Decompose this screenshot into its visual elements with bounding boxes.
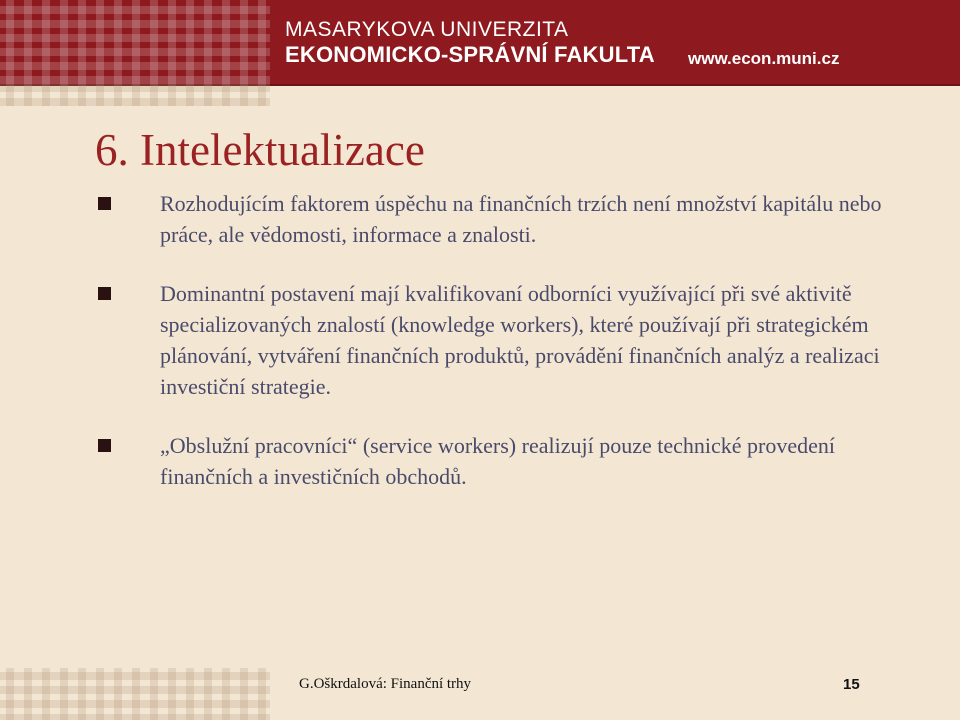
bullet-list bbox=[98, 188, 918, 492]
decorative-pattern-bottom bbox=[0, 668, 270, 720]
decorative-pattern-top bbox=[0, 84, 270, 106]
square-bullet-icon bbox=[98, 197, 111, 210]
square-bullet-icon bbox=[98, 439, 111, 452]
footer-author: G.Oškrdalová: Finanční trhy bbox=[299, 676, 472, 692]
bullet-item bbox=[98, 278, 918, 402]
page-number: 15 bbox=[843, 676, 860, 693]
bullet-text: „Obslužní pracovníci“ (service workers) realizují pouze technické provedení finančních a investičních obchodů. bbox=[160, 433, 835, 489]
website-link[interactable]: www.econ.muni.cz bbox=[688, 49, 840, 68]
bullet-item bbox=[98, 430, 918, 492]
faculty-name: EKONOMICKO-SPRÁVNÍ FAKULTA bbox=[285, 42, 655, 67]
header-bar bbox=[0, 0, 960, 86]
slide-title: 6. Intelektualizace bbox=[95, 125, 425, 175]
square-bullet-icon bbox=[98, 287, 111, 300]
bullet-text: Dominantní postavení mají kvalifikovaní odborníci využívající při své aktivitě specializovaných znalostí (knowledge workers), které používají při strategickém plánování, vytváření finančních produktů, provádění finančních analýz a realizaci investiční strategie. bbox=[160, 281, 880, 399]
header-pattern bbox=[0, 0, 270, 84]
bullet-item bbox=[98, 188, 918, 250]
university-name: MASARYKOVA UNIVERZITA bbox=[285, 18, 569, 41]
bullet-text: Rozhodujícím faktorem úspěchu na finančních trzích není množství kapitálu nebo práce, ale vědomosti, informace a znalosti. bbox=[160, 191, 882, 247]
